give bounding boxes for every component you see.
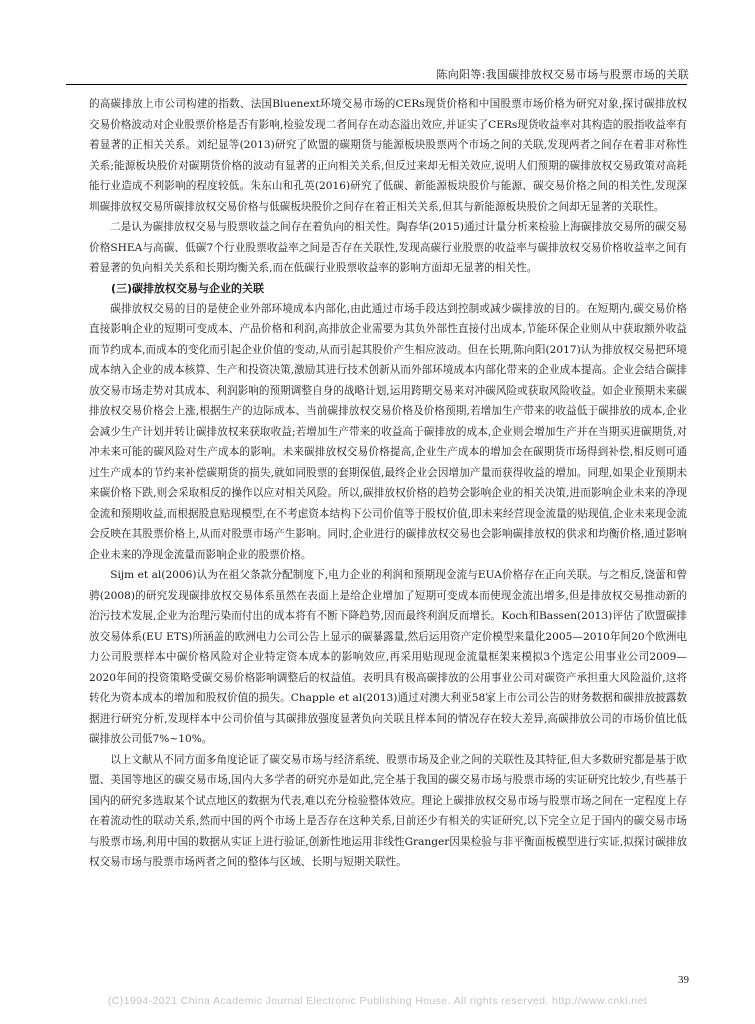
page-number: 39 [678,974,689,986]
header-rule [66,84,687,85]
running-header: 陈向阳等:我国碳排放权交易市场与股票市场的关联 [436,68,689,81]
article-body [89,94,687,873]
section-heading: (三)碳排放权交易与企业的关联 [111,281,265,295]
copyright-watermark: (C)1994-2021 China Academic Journal Electronic Publishing House. All rights reserved. http://www.cnki.net [107,995,648,1007]
paragraph-2: 二是认为碳排放权交易与股票收益之间存在着负向的相关性。陶春华(2015)通过计量分析来检验上海碳排放交易所的碳交易价格SHEA与高碳、低碳7个行业股票收益率之间是否存在关联性,发现高碳行业股票的收益率与碳排放权交易价格收益率之间有着显著的负向相关关系和长期均衡关系,而在低碳行业股票收益率的影响方面却无显著的相关性。 [89,221,687,274]
paragraph-1: 的高碳排放上市公司构建的指数、法国Bluenext环境交易市场的CERs现货价格和中国股票市场价格为研究对象,探讨碳排放权交易价格波动对企业股票价格是否有影响,检验发现二者间存在动态溢出效应,并证实了CERs现货收益率对其构造的股指收益率有着显著的正相关关系。刘纪显等(2013)研究了欧盟的碳期货与能源板块股票两个市场之间的关联,发现两者之间存在着非对称性关系;能源板块股价对碳期货价格的波动有显著的正向相关关系,但反过来却无相关效应,说明人们预期的碳排放权交易政策对高耗能行业造成不利影响的程度较低。朱东山和孔英(2016)研究了低碳、新能源板块股价与能源、碳交易价格之间的相关性,发现深圳碳排放权交易所碳排放权交易价格与低碳板块股价之间存在着正相关关系,但其与新能源板块股价之间却无显著的关联性。 [89,98,687,213]
paragraph-5: 以上文献从不同方面多角度论证了碳交易市场与经济系统、股票市场及企业之间的关联性及其特征,但大多数研究都是基于欧盟、美国等地区的碳交易市场,国内大多学者的研究亦是如此,完全基于我国的碳交易市场与股票市场的实证研究比较少,有些基于国内的研究多选取某个试点地区的数据为代表,难以充分检验整体效应。理论上碳排放权交易市场与股票市场之间在一定程度上存在着流动性的联动关系,然而中国的两个市场上是否存在这种关系,目前还少有相关的实证研究,以下完全立足于国内的碳交易市场与股票市场,利用中国的数据从实证上进行验证,创新性地运用非线性Granger因果检验与非平衡面板模型进行实证,拟探讨碳排放权交易市场与股票市场两者之间的整体与区域、长期与短期关联性。 [89,753,687,868]
paragraph-4: Sijm et al(2006)认为在祖父条款分配制度下,电力企业的利润和预期现金流与EUA价格存在正向关联。与之相反,饶蕾和曾骋(2008)的研究发现碳排放权交易体系虽然在表面上是给企业增加了短期可变成本而使现金流出增多,但是排放权交易推动新的治污技术发展,企业为治理污染而付出的成本将有不断下降趋势,因而最终利润反而增长。Koch和Bassen(2013)评估了欧盟碳排放交易体系(EU ETS)所涵盖的欧洲电力公司公告上显示的碳暴露量,然后运用资产定价模型来量化2005—2010年间20个欧洲电力公司股票样本中碳价格风险对企业特定资本成本的影响效应,再采用贴现现金流量框架来模拟3个选定公用事业公司2009—2020年间的投资策略受碳交易价格影响调整后的权益值。表明具有极高碳排放的公用事业公司对碳资产承担重大风险溢价,这将转化为资本成本的增加和股权价值的损失。Chapple et al(2013)通过对澳大利亚58家上市公司公告的财务数据和碳排放披露数据进行研究分析,发现样本中公司价值与其碳排放强度显著负向关联且样本间的情况存在较大差异,高碳排放公司的市场价值比低碳排放公司低7%~10%。 [89,569,687,745]
paragraph-3: 碳排放权交易的目的是使企业外部环境成本内部化,由此通过市场手段达到控制或减少碳排放的目的。在短期内,碳交易价格直接影响企业的短期可变成本、产品价格和利润,高排放企业需要为其负外部性直接付出成本,节能环保企业则从中获取额外收益而节约成本,而成本的变化而引起企业价值的变动,从而引起其股价产生相应波动。但在长期,陈向阳(2017)认为排放权交易把环境成本纳入企业的成本核算、生产和投资决策,激励其进行技术创新从而外部环境成本内部化带来的企业成本提高。企业会结合碳排放交易市场走势对其成本、利润影响的预期调整自身的战略计划,运用跨期交易来对冲碳风险或获取风险收益。如企业预期未来碳排放权交易价格会上涨,根据生产的边际成本、当前碳排放权交易价格及价格预期,若增加生产带来的收益低于碳排放的成本,企业会减少生产计划并转让碳排放权来获取收益;若增加生产带来的收益高于碳排放的成本,企业则会增加生产并在当期买进碳期货,对冲未来可能的碳风险对生产成本的影响。未来碳排放权交易价格提高,企业生产成本的增加会在碳期货市场得到补偿,相反则可通过生产成本的节约来补偿碳期货的损失,就如同股票的套期保值,最终企业会因增加产量而获得收益的增加。同理,如果企业预期未来碳价格下跌,则会采取相反的操作以应对相关风险。所以,碳排放权价格的趋势会影响企业的相关决策,进而影响企业未来的净现金流和预期收益,而根据股息贴现模型,在不考虑资本结构下公司价值等于股权价值,即未来经营现金流量的贴现值,企业未来现金流会反映在其股票价格上,从而对股票市场产生影响。同时,企业进行的碳排放权交易也会影响碳排放权的供求和均衡价格,通过影响企业未来的净现金流量而影响企业的股票价格。 [89,302,687,561]
